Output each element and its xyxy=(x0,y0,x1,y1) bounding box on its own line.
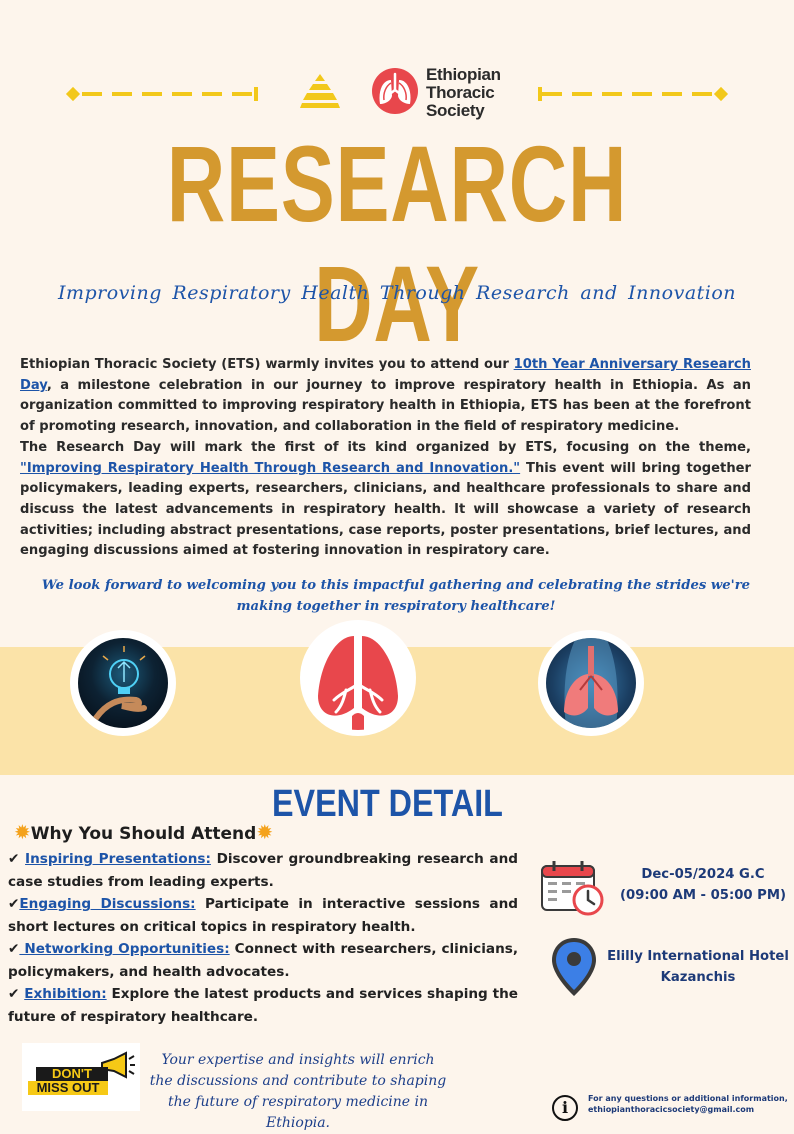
intro-p1-text: Ethiopian Thoracic Society (ETS) warmly invites you to attend our xyxy=(20,357,514,372)
exhibition-link[interactable]: Exhibition: xyxy=(24,986,107,1002)
event-date xyxy=(618,864,788,906)
time-text: (09:00 AM - 05:00 PM) xyxy=(620,888,786,903)
intro-p1-rest: , a milestone celebration in our journey to improve respiratory health in Ethiopia. As an organization committed to improving respiratory health in Ethiopia, ETS has been at the forefront of promoting research, innovation, and collaboration in the field of respiratory medicine. xyxy=(20,377,751,435)
dashed-divider xyxy=(82,92,254,96)
star-icon: ✹ xyxy=(14,820,31,844)
logo-text xyxy=(426,66,501,120)
inspiring-presentations-link[interactable]: Inspiring Presentations: xyxy=(25,851,211,867)
event-detail-heading: EVENT DETAIL xyxy=(272,783,503,825)
event-venue xyxy=(606,946,790,988)
pyramid-icon xyxy=(300,72,340,112)
checkmark-icon: ✔ xyxy=(8,896,20,912)
dashed-divider xyxy=(542,92,716,96)
calendar-clock-icon xyxy=(540,860,606,916)
lungs-icon xyxy=(306,626,410,730)
anniversary-link[interactable]: 10th Year Anniversary Research Day xyxy=(20,357,751,393)
info-icon: i xyxy=(552,1095,578,1121)
intro-p2-rest: This event will bring together policymakers, leading experts, researchers, clinicians, and healthcare professionals to share and discuss the latest advancements in respiratory health. It will showcase a variety of research activities; including abstract presentations, case reports, poster presentations, brief lectures, and engaging discussions aimed at fostering innovation in respiratory care. xyxy=(20,460,751,559)
closing-message: We look forward to welcoming you to this impactful gathering and celebrating the strides we're making together in respiratory healthcare! xyxy=(41,578,751,614)
why-attend-label: Why You Should Attend xyxy=(30,824,257,844)
list-item xyxy=(8,938,518,983)
list-item xyxy=(8,848,518,893)
intro-p2-text: The Research Day will mark the first of its kind organized by ETS, focusing on the theme, xyxy=(20,439,751,455)
contact-line: For any questions or additional information, xyxy=(588,1094,788,1103)
theme-link[interactable]: "Improving Respiratory Health Through Research and Innovation." xyxy=(20,460,521,476)
intro-paragraph-2 xyxy=(20,438,751,562)
dont-miss-out-badge xyxy=(22,1043,140,1111)
checkmark-icon: ✔ xyxy=(8,851,20,867)
checkmark-icon: ✔ xyxy=(8,941,20,957)
list-item xyxy=(8,983,518,1028)
lung-image xyxy=(300,620,416,736)
page-subtitle: Improving Respiratory Health Through Research and Innovation xyxy=(57,282,737,304)
engaging-discussions-link[interactable]: Engaging Discussions: xyxy=(19,896,196,912)
logo-line-2: Thoracic xyxy=(426,83,495,102)
expertise-message: Your expertise and insights will enrich the discussions and contribute to shaping the future of respiratory medicine in Ethiopia. xyxy=(149,1052,447,1131)
venue-name: Elilly International Hotel xyxy=(607,949,789,964)
lightbulb-hand-icon xyxy=(78,638,168,728)
lightbulb-image xyxy=(70,630,176,736)
badge-line-2: MISS OUT xyxy=(28,1081,108,1095)
badge-line-1: DON'T xyxy=(36,1067,108,1081)
contact-info xyxy=(588,1093,788,1115)
why-attend-heading xyxy=(14,820,273,844)
list-item xyxy=(8,893,518,938)
reasons-list xyxy=(8,848,518,1028)
lungs-anatomy-icon xyxy=(546,638,636,728)
bar-cap xyxy=(254,87,258,101)
intro-paragraph-1 xyxy=(20,355,751,438)
contact-email[interactable]: ethiopianthoracicsociety@gmail.com xyxy=(588,1105,755,1114)
page-title: RESEARCH DAY xyxy=(166,123,628,364)
list-item-text: Discover groundbreaking research and case studies from leading experts. xyxy=(8,851,518,890)
venue-area: Kazanchis xyxy=(660,970,736,985)
lung-logo-icon xyxy=(370,66,420,116)
diamond-icon xyxy=(66,87,80,101)
networking-opportunities-link[interactable]: Networking Opportunities: xyxy=(19,941,230,957)
star-icon: ✹ xyxy=(256,820,274,844)
location-pin-icon xyxy=(550,936,598,998)
logo-line-3: Society xyxy=(426,101,485,120)
list-item-text: Explore the latest products and services shaping the future of respiratory healthcare. xyxy=(8,986,518,1025)
list-item-text: Participate in interactive sessions and short lectures on critical topics in respiratory health. xyxy=(8,896,519,935)
diamond-icon xyxy=(714,87,728,101)
logo-line-1: Ethiopian xyxy=(426,65,501,84)
date-text: Dec-05/2024 G.C xyxy=(641,867,765,882)
list-item-text: Connect with researchers, clinicians, policymakers, and health advocates. xyxy=(8,941,519,980)
anatomy-image xyxy=(538,630,644,736)
checkmark-icon: ✔ xyxy=(8,986,20,1002)
intro-text xyxy=(20,355,751,562)
